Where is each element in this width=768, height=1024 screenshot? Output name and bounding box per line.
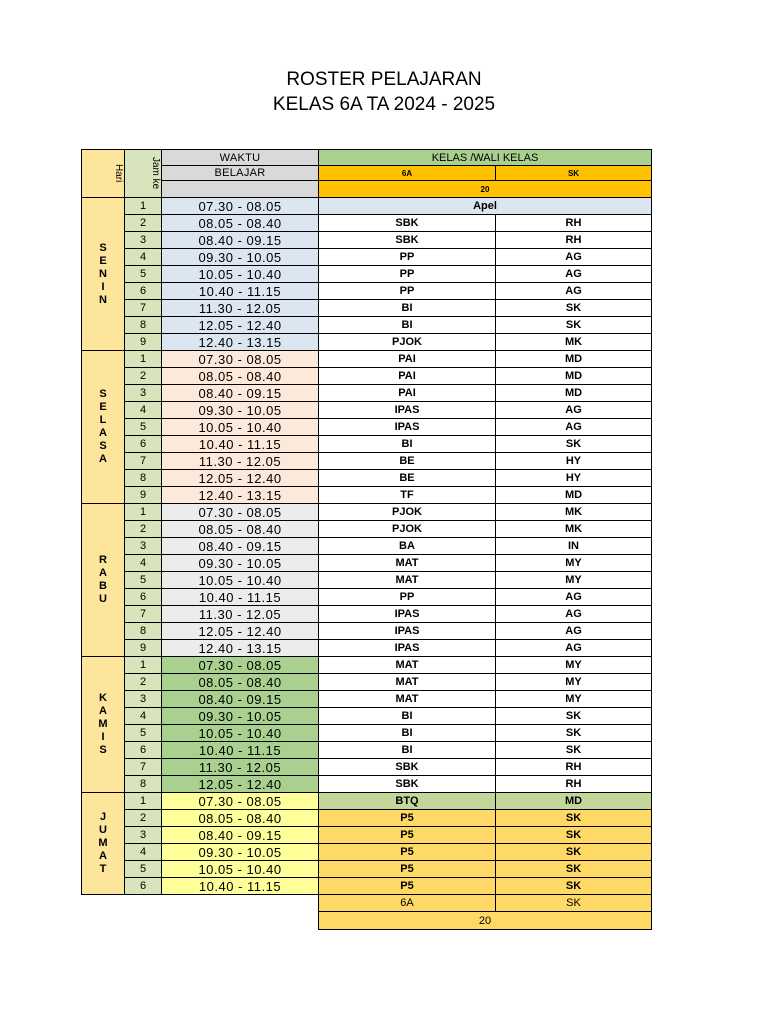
waktu-cell: 12.40 - 13.15 xyxy=(161,639,319,657)
waktu-cell: 11.30 - 12.05 xyxy=(161,758,319,776)
mapel-cell: BE xyxy=(318,452,496,470)
guru-cell: RH xyxy=(495,775,652,793)
mapel-cell: MAT xyxy=(318,656,496,674)
waktu-cell: 10.40 - 11.15 xyxy=(161,435,319,453)
guru-cell: RH xyxy=(495,758,652,776)
footer-sk: SK xyxy=(495,894,652,912)
header-belajar: BELAJAR xyxy=(161,165,319,181)
guru-cell: SK xyxy=(495,843,652,861)
guru-cell: HY xyxy=(495,469,652,487)
day-label-senin: SENIN xyxy=(81,197,125,351)
mapel-cell: MAT xyxy=(318,673,496,691)
jam-ke-cell: 2 xyxy=(124,367,162,385)
mapel-cell: BE xyxy=(318,469,496,487)
waktu-cell: 12.05 - 12.40 xyxy=(161,622,319,640)
waktu-cell: 08.05 - 08.40 xyxy=(161,520,319,538)
jam-ke-cell: 3 xyxy=(124,826,162,844)
waktu-cell: 07.30 - 08.05 xyxy=(161,656,319,674)
mapel-cell: MAT xyxy=(318,571,496,589)
waktu-cell: 12.40 - 13.15 xyxy=(161,486,319,504)
guru-cell: MY xyxy=(495,571,652,589)
guru-cell: SK xyxy=(495,877,652,895)
waktu-cell: 08.40 - 09.15 xyxy=(161,231,319,249)
guru-cell: SK xyxy=(495,809,652,827)
jam-ke-cell: 4 xyxy=(124,554,162,572)
day-label-selasa: SELASA xyxy=(81,350,125,504)
guru-cell: AG xyxy=(495,639,652,657)
mapel-cell: MAT xyxy=(318,690,496,708)
guru-cell: IN xyxy=(495,537,652,555)
guru-cell: SK xyxy=(495,435,652,453)
mapel-cell: BI xyxy=(318,707,496,725)
waktu-cell: 10.05 - 10.40 xyxy=(161,724,319,742)
guru-cell: AG xyxy=(495,265,652,283)
mapel-cell: BI xyxy=(318,299,496,317)
mapel-cell: PJOK xyxy=(318,520,496,538)
waktu-cell: 10.05 - 10.40 xyxy=(161,860,319,878)
jam-ke-cell: 3 xyxy=(124,537,162,555)
guru-cell: RH xyxy=(495,214,652,232)
mapel-cell: PAI xyxy=(318,367,496,385)
mapel-cell: BI xyxy=(318,724,496,742)
jam-ke-cell: 1 xyxy=(124,503,162,521)
waktu-cell: 10.05 - 10.40 xyxy=(161,265,319,283)
guru-cell: SK xyxy=(495,299,652,317)
mapel-cell: IPAS xyxy=(318,622,496,640)
jam-ke-cell: 1 xyxy=(124,792,162,810)
mapel-cell: IPAS xyxy=(318,418,496,436)
waktu-cell: 12.05 - 12.40 xyxy=(161,469,319,487)
waktu-cell: 11.30 - 12.05 xyxy=(161,605,319,623)
guru-cell: MD xyxy=(495,486,652,504)
jam-ke-cell: 9 xyxy=(124,639,162,657)
jam-ke-cell: 7 xyxy=(124,452,162,470)
waktu-cell: 09.30 - 10.05 xyxy=(161,707,319,725)
guru-cell: MK xyxy=(495,520,652,538)
guru-cell: MK xyxy=(495,503,652,521)
jam-ke-cell: 1 xyxy=(124,197,162,215)
mapel-cell: BI xyxy=(318,741,496,759)
guru-cell: MD xyxy=(495,384,652,402)
waktu-cell: 12.40 - 13.15 xyxy=(161,333,319,351)
jam-ke-cell: 3 xyxy=(124,231,162,249)
waktu-cell: 12.05 - 12.40 xyxy=(161,775,319,793)
jam-ke-cell: 2 xyxy=(124,809,162,827)
footer-room: 20 xyxy=(318,911,652,930)
guru-cell: MD xyxy=(495,792,652,810)
waktu-cell: 07.30 - 08.05 xyxy=(161,350,319,368)
mapel-cell: PAI xyxy=(318,350,496,368)
mapel-cell: P5 xyxy=(318,809,496,827)
jam-ke-cell: 5 xyxy=(124,418,162,436)
mapel-cell: IPAS xyxy=(318,639,496,657)
guru-cell: MK xyxy=(495,333,652,351)
jam-ke-cell: 9 xyxy=(124,333,162,351)
mapel-cell: PP xyxy=(318,265,496,283)
guru-cell: MY xyxy=(495,656,652,674)
waktu-cell: 11.30 - 12.05 xyxy=(161,299,319,317)
waktu-cell: 10.40 - 11.15 xyxy=(161,741,319,759)
guru-cell: MY xyxy=(495,690,652,708)
jam-ke-cell: 6 xyxy=(124,741,162,759)
jam-ke-cell: 7 xyxy=(124,299,162,317)
jam-ke-cell: 4 xyxy=(124,401,162,419)
waktu-cell: 08.05 - 08.40 xyxy=(161,367,319,385)
header-kelas-wali: KELAS /WALI KELAS xyxy=(318,149,652,166)
guru-cell: AG xyxy=(495,622,652,640)
merged-activity-cell: Apel xyxy=(318,197,652,215)
guru-cell: AG xyxy=(495,588,652,606)
jam-ke-cell: 5 xyxy=(124,724,162,742)
jam-ke-cell: 8 xyxy=(124,775,162,793)
page-subtitle: KELAS 6A TA 2024 - 2025 xyxy=(272,94,496,115)
waktu-cell: 08.40 - 09.15 xyxy=(161,690,319,708)
jam-ke-cell: 8 xyxy=(124,622,162,640)
page-title: ROSTER PELAJARAN xyxy=(286,69,482,90)
waktu-cell: 08.05 - 08.40 xyxy=(161,673,319,691)
waktu-cell: 10.05 - 10.40 xyxy=(161,418,319,436)
mapel-cell: BA xyxy=(318,537,496,555)
jam-ke-cell: 5 xyxy=(124,265,162,283)
header-6a: 6A xyxy=(318,165,496,181)
guru-cell: AG xyxy=(495,401,652,419)
waktu-cell: 10.40 - 11.15 xyxy=(161,588,319,606)
mapel-cell: PJOK xyxy=(318,333,496,351)
waktu-cell: 09.30 - 10.05 xyxy=(161,401,319,419)
jam-ke-cell: 8 xyxy=(124,316,162,334)
header-blank xyxy=(161,180,319,198)
header-sk: SK xyxy=(495,165,652,181)
jam-ke-cell: 7 xyxy=(124,605,162,623)
jam-ke-cell: 3 xyxy=(124,690,162,708)
mapel-cell: TF xyxy=(318,486,496,504)
mapel-cell: SBK xyxy=(318,231,496,249)
day-label-rabu: RABU xyxy=(81,503,125,657)
jam-ke-cell: 8 xyxy=(124,469,162,487)
guru-cell: MD xyxy=(495,350,652,368)
jam-ke-cell: 2 xyxy=(124,673,162,691)
jam-ke-cell: 1 xyxy=(124,350,162,368)
waktu-cell: 09.30 - 10.05 xyxy=(161,843,319,861)
header-hari: Hari xyxy=(81,149,125,198)
guru-cell: MY xyxy=(495,554,652,572)
jam-ke-cell: 6 xyxy=(124,282,162,300)
jam-ke-cell: 4 xyxy=(124,707,162,725)
jam-ke-cell: 6 xyxy=(124,877,162,895)
mapel-cell: P5 xyxy=(318,877,496,895)
guru-cell: SK xyxy=(495,707,652,725)
waktu-cell: 07.30 - 08.05 xyxy=(161,197,319,215)
guru-cell: RH xyxy=(495,231,652,249)
guru-cell: AG xyxy=(495,605,652,623)
waktu-cell: 08.40 - 09.15 xyxy=(161,826,319,844)
waktu-cell: 12.05 - 12.40 xyxy=(161,316,319,334)
waktu-cell: 09.30 - 10.05 xyxy=(161,554,319,572)
jam-ke-cell: 2 xyxy=(124,520,162,538)
day-label-jumat: JUMAT xyxy=(81,792,125,895)
mapel-cell: P5 xyxy=(318,843,496,861)
waktu-cell: 07.30 - 08.05 xyxy=(161,503,319,521)
header-jam-ke: Jam ke xyxy=(124,149,162,198)
guru-cell: SK xyxy=(495,316,652,334)
waktu-cell: 08.40 - 09.15 xyxy=(161,537,319,555)
waktu-cell: 08.05 - 08.40 xyxy=(161,214,319,232)
mapel-cell: SBK xyxy=(318,775,496,793)
guru-cell: SK xyxy=(495,826,652,844)
guru-cell: AG xyxy=(495,248,652,266)
jam-ke-cell: 9 xyxy=(124,486,162,504)
waktu-cell: 11.30 - 12.05 xyxy=(161,452,319,470)
waktu-cell: 10.05 - 10.40 xyxy=(161,571,319,589)
waktu-cell: 08.05 - 08.40 xyxy=(161,809,319,827)
jam-ke-cell: 4 xyxy=(124,248,162,266)
jam-ke-cell: 4 xyxy=(124,843,162,861)
footer-6a: 6A xyxy=(318,894,496,912)
mapel-cell: P5 xyxy=(318,826,496,844)
jam-ke-cell: 6 xyxy=(124,588,162,606)
mapel-cell: BI xyxy=(318,435,496,453)
mapel-cell: SBK xyxy=(318,214,496,232)
guru-cell: SK xyxy=(495,724,652,742)
waktu-cell: 09.30 - 10.05 xyxy=(161,248,319,266)
jam-ke-cell: 7 xyxy=(124,758,162,776)
waktu-cell: 07.30 - 08.05 xyxy=(161,792,319,810)
mapel-cell: BI xyxy=(318,316,496,334)
jam-ke-cell: 1 xyxy=(124,656,162,674)
jam-ke-cell: 5 xyxy=(124,571,162,589)
header-waktu: WAKTU xyxy=(161,149,319,166)
mapel-cell: MAT xyxy=(318,554,496,572)
guru-cell: AG xyxy=(495,282,652,300)
mapel-cell: IPAS xyxy=(318,401,496,419)
mapel-cell: PP xyxy=(318,282,496,300)
waktu-cell: 10.40 - 11.15 xyxy=(161,877,319,895)
jam-ke-cell: 5 xyxy=(124,860,162,878)
guru-cell: SK xyxy=(495,860,652,878)
jam-ke-cell: 3 xyxy=(124,384,162,402)
mapel-cell: PP xyxy=(318,588,496,606)
mapel-cell: PAI xyxy=(318,384,496,402)
jam-ke-cell: 2 xyxy=(124,214,162,232)
waktu-cell: 08.40 - 09.15 xyxy=(161,384,319,402)
guru-cell: MY xyxy=(495,673,652,691)
mapel-cell: PJOK xyxy=(318,503,496,521)
guru-cell: SK xyxy=(495,741,652,759)
mapel-cell: SBK xyxy=(318,758,496,776)
guru-cell: HY xyxy=(495,452,652,470)
mapel-cell: BTQ xyxy=(318,792,496,810)
header-room: 20 xyxy=(318,180,652,198)
guru-cell: AG xyxy=(495,418,652,436)
guru-cell: MD xyxy=(495,367,652,385)
day-label-kamis: KAMIS xyxy=(81,656,125,793)
jam-ke-cell: 6 xyxy=(124,435,162,453)
mapel-cell: IPAS xyxy=(318,605,496,623)
mapel-cell: P5 xyxy=(318,860,496,878)
mapel-cell: PP xyxy=(318,248,496,266)
waktu-cell: 10.40 - 11.15 xyxy=(161,282,319,300)
